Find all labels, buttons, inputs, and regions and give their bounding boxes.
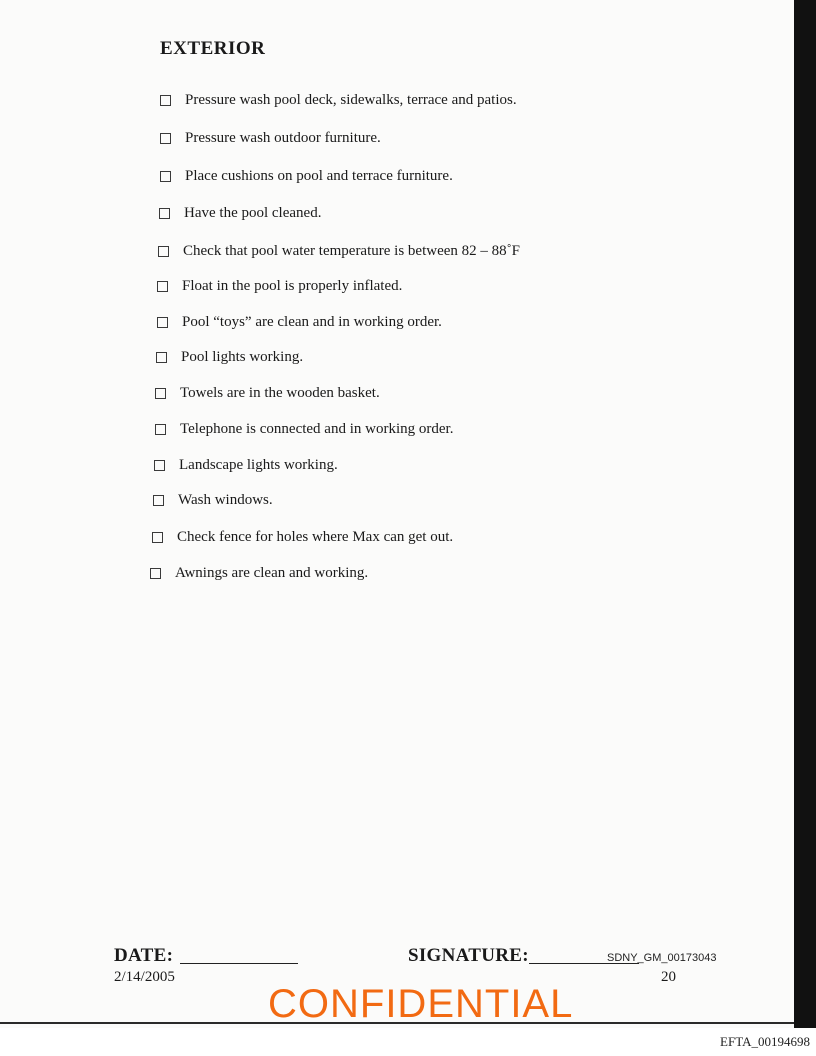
checklist-item: [155, 421, 453, 438]
date-line: [180, 963, 298, 964]
checklist-item-text: Landscape lights working.: [179, 457, 338, 473]
checklist-item-text: Towels are in the wooden basket.: [180, 385, 380, 401]
checkbox-icon: [155, 388, 166, 399]
checkbox-icon: [155, 424, 166, 435]
checklist-item: [150, 565, 368, 582]
checkbox-icon: [160, 171, 171, 182]
date-value: 2/14/2005: [114, 969, 175, 985]
checklist-item-text: Float in the pool is properly inflated.: [182, 278, 403, 294]
checkbox-icon: [160, 95, 171, 106]
checklist-item-text: Check fence for holes where Max can get out.: [177, 529, 454, 545]
bates-number: SDNY_GM_00173043: [607, 952, 717, 964]
checklist-item-text: Pool “toys” are clean and in working order.: [182, 314, 442, 330]
checkbox-icon: [158, 246, 169, 257]
checkbox-icon: [156, 352, 167, 363]
checklist-item: [159, 205, 321, 222]
checklist-item: [156, 349, 303, 366]
efta-number: EFTA_00194698: [720, 1034, 810, 1049]
checklist-item-text: Pool lights working.: [181, 349, 304, 365]
checklist-item-text: Place cushions on pool and terrace furniture.: [185, 168, 453, 184]
checkbox-icon: [154, 460, 165, 471]
checkbox-icon: [153, 495, 164, 506]
date-label: DATE:: [114, 945, 174, 966]
checkbox-icon: [159, 208, 170, 219]
checklist-item: [157, 314, 442, 331]
checklist-item-text: Have the pool cleaned.: [184, 205, 322, 221]
checklist-item-text: Pressure wash pool deck, sidewalks, terrace and patios.: [185, 92, 517, 108]
checklist-item: [153, 492, 273, 509]
checklist-item-text: Wash windows.: [178, 492, 273, 508]
checklist-item: [160, 168, 453, 185]
checkbox-icon: [157, 317, 168, 328]
checklist-item: [157, 278, 402, 295]
scan-edge-shadow: [794, 0, 816, 1028]
signature-label: SIGNATURE:: [408, 945, 529, 966]
checkbox-icon: [157, 281, 168, 292]
checklist-item: [158, 243, 520, 260]
checklist-item: [152, 529, 453, 546]
checklist-item-text: Pressure wash outdoor furniture.: [185, 130, 381, 146]
checkbox-icon: [160, 133, 171, 144]
checklist-item: [154, 457, 338, 474]
checkbox-icon: [152, 532, 163, 543]
checklist-item-text: Telephone is connected and in working order.: [180, 421, 454, 437]
checklist-item-text: Awnings are clean and working.: [175, 565, 369, 581]
page-number: 20: [661, 969, 676, 985]
checklist-item: [160, 130, 381, 147]
checklist-item: [155, 385, 380, 402]
section-heading: EXTERIOR: [160, 38, 266, 59]
checklist-item-text: Check that pool water temperature is between 82 – 88˚F: [183, 243, 520, 259]
checkbox-icon: [150, 568, 161, 579]
checklist-item: [160, 92, 517, 109]
confidential-stamp: CONFIDENTIAL: [268, 982, 574, 1026]
